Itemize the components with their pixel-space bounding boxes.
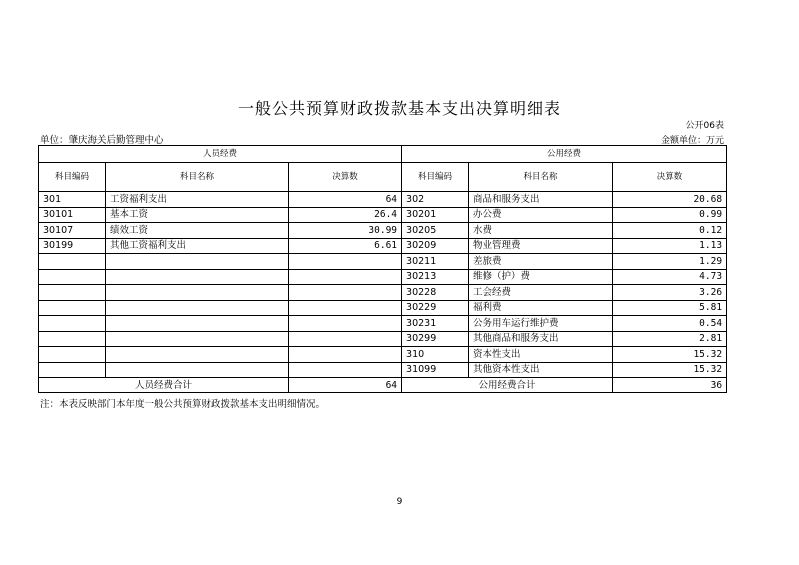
public-name-cell: 工会经费 bbox=[469, 285, 613, 301]
totals-row bbox=[39, 378, 727, 393]
personnel-name-cell: 工资福利支出 bbox=[106, 192, 289, 208]
reporting-unit: 单位：肇庆海关后勤管理中心 bbox=[40, 135, 164, 146]
personnel-name-cell bbox=[106, 285, 289, 301]
personnel-name-cell bbox=[106, 254, 289, 270]
personnel-code-cell bbox=[39, 269, 106, 285]
public-total-value: 36 bbox=[613, 378, 727, 393]
personnel-code-cell bbox=[39, 300, 106, 316]
public-name-cell: 其他商品和服务支出 bbox=[469, 331, 613, 347]
public-code-cell: 310 bbox=[402, 347, 469, 363]
col-header-amount: 决算数 bbox=[289, 163, 402, 192]
personnel-amount-cell bbox=[289, 331, 402, 347]
public-code-cell: 30229 bbox=[402, 300, 469, 316]
public-code-cell: 30213 bbox=[402, 269, 469, 285]
public-code-cell: 30211 bbox=[402, 254, 469, 270]
table-row bbox=[39, 223, 727, 239]
public-amount-cell: 2.81 bbox=[613, 331, 727, 347]
personnel-name-cell: 基本工资 bbox=[106, 207, 289, 223]
personnel-amount-cell bbox=[289, 362, 402, 378]
public-amount-cell: 3.26 bbox=[613, 285, 727, 301]
personnel-amount-cell: 64 bbox=[289, 192, 402, 208]
personnel-code-cell bbox=[39, 347, 106, 363]
expenditure-table bbox=[38, 145, 727, 393]
personnel-code-cell bbox=[39, 362, 106, 378]
public-code-cell: 302 bbox=[402, 192, 469, 208]
public-code-cell: 30231 bbox=[402, 316, 469, 332]
personnel-code-cell: 30101 bbox=[39, 207, 106, 223]
public-amount-cell: 15.32 bbox=[613, 347, 727, 363]
col-header-name: 科目名称 bbox=[469, 163, 613, 192]
public-amount-cell: 5.81 bbox=[613, 300, 727, 316]
personnel-amount-cell: 6.61 bbox=[289, 238, 402, 254]
form-number: 公开06表 bbox=[685, 121, 724, 131]
personnel-name-cell bbox=[106, 331, 289, 347]
personnel-code-cell bbox=[39, 285, 106, 301]
public-amount-cell: 20.68 bbox=[613, 192, 727, 208]
personnel-name-cell bbox=[106, 269, 289, 285]
public-code-cell: 30205 bbox=[402, 223, 469, 239]
table-row bbox=[39, 192, 727, 208]
personnel-total-label: 人员经费合计 bbox=[39, 378, 289, 393]
table-row bbox=[39, 347, 727, 363]
amount-unit: 金额单位：万元 bbox=[660, 136, 724, 146]
table-row bbox=[39, 331, 727, 347]
public-amount-cell: 4.73 bbox=[613, 269, 727, 285]
table-row bbox=[39, 238, 727, 254]
public-amount-cell: 0.12 bbox=[613, 223, 727, 239]
column-header-row bbox=[39, 163, 727, 192]
personnel-group-header: 人员经费 bbox=[39, 146, 402, 163]
personnel-name-cell bbox=[106, 316, 289, 332]
public-name-cell: 福利费 bbox=[469, 300, 613, 316]
public-name-cell: 维修（护）费 bbox=[469, 269, 613, 285]
group-header-row bbox=[39, 146, 727, 163]
personnel-name-cell bbox=[106, 347, 289, 363]
personnel-code-cell: 301 bbox=[39, 192, 106, 208]
public-code-cell: 30228 bbox=[402, 285, 469, 301]
public-amount-cell: 1.29 bbox=[613, 254, 727, 270]
personnel-total-value: 64 bbox=[289, 378, 402, 393]
public-name-cell: 物业管理费 bbox=[469, 238, 613, 254]
personnel-code-cell: 30107 bbox=[39, 223, 106, 239]
personnel-name-cell bbox=[106, 300, 289, 316]
col-header-code: 科目编码 bbox=[39, 163, 106, 192]
personnel-code-cell: 30199 bbox=[39, 238, 106, 254]
personnel-amount-cell bbox=[289, 269, 402, 285]
personnel-name-cell: 绩效工资 bbox=[106, 223, 289, 239]
personnel-name-cell bbox=[106, 362, 289, 378]
public-amount-cell: 15.32 bbox=[613, 362, 727, 378]
table-row bbox=[39, 362, 727, 378]
personnel-amount-cell: 30.99 bbox=[289, 223, 402, 239]
public-name-cell: 水费 bbox=[469, 223, 613, 239]
public-name-cell: 资本性支出 bbox=[469, 347, 613, 363]
public-code-cell: 30209 bbox=[402, 238, 469, 254]
page-number: 9 bbox=[396, 497, 403, 507]
public-code-cell: 30299 bbox=[402, 331, 469, 347]
public-group-header: 公用经费 bbox=[402, 146, 727, 163]
public-name-cell: 差旅费 bbox=[469, 254, 613, 270]
personnel-amount-cell bbox=[289, 347, 402, 363]
table-row bbox=[39, 269, 727, 285]
public-total-label: 公用经费合计 bbox=[402, 378, 613, 393]
public-name-cell: 办公费 bbox=[469, 207, 613, 223]
personnel-amount-cell bbox=[289, 316, 402, 332]
personnel-code-cell bbox=[39, 254, 106, 270]
public-name-cell: 其他资本性支出 bbox=[469, 362, 613, 378]
personnel-name-cell: 其他工资福利支出 bbox=[106, 238, 289, 254]
table-row bbox=[39, 300, 727, 316]
public-code-cell: 31099 bbox=[402, 362, 469, 378]
public-amount-cell: 0.99 bbox=[613, 207, 727, 223]
personnel-amount-cell: 26.4 bbox=[289, 207, 402, 223]
personnel-amount-cell bbox=[289, 285, 402, 301]
public-name-cell: 公务用车运行维护费 bbox=[469, 316, 613, 332]
personnel-code-cell bbox=[39, 331, 106, 347]
public-code-cell: 30201 bbox=[402, 207, 469, 223]
table-row bbox=[39, 207, 727, 223]
report-title: 一般公共预算财政拨款基本支出决算明细表 bbox=[237, 99, 561, 118]
table-row bbox=[39, 285, 727, 301]
public-amount-cell: 1.13 bbox=[613, 238, 727, 254]
personnel-amount-cell bbox=[289, 254, 402, 270]
personnel-amount-cell bbox=[289, 300, 402, 316]
col-header-code: 科目编码 bbox=[402, 163, 469, 192]
col-header-amount: 决算数 bbox=[613, 163, 727, 192]
personnel-code-cell bbox=[39, 316, 106, 332]
public-name-cell: 商品和服务支出 bbox=[469, 192, 613, 208]
footnote: 注：本表反映部门本年度一般公共预算财政拨款基本支出明细情况。 bbox=[40, 399, 326, 410]
table-row bbox=[39, 316, 727, 332]
public-amount-cell: 0.54 bbox=[613, 316, 727, 332]
table-row bbox=[39, 254, 727, 270]
col-header-name: 科目名称 bbox=[106, 163, 289, 192]
